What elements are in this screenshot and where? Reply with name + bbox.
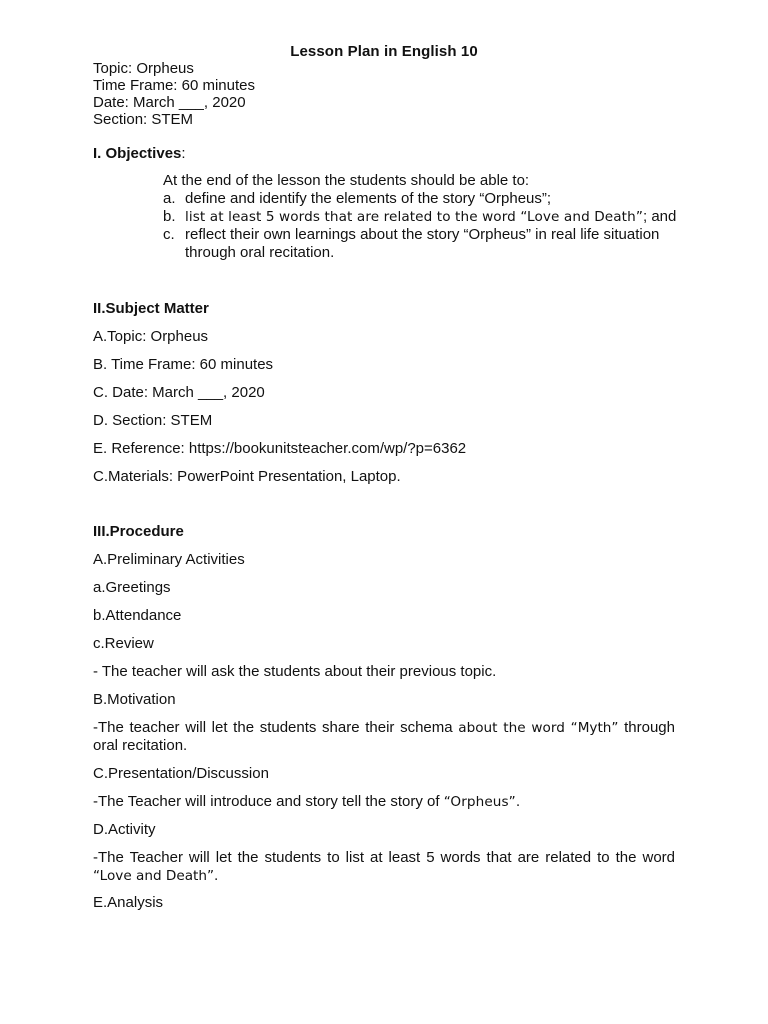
procedure-review: c.Review xyxy=(93,635,154,652)
objectives-heading-colon: : xyxy=(181,145,186,162)
objective-item-mark: a. xyxy=(163,190,176,207)
header-section: Section: STEM xyxy=(93,111,194,128)
subject-matter-line: A.Topic: Orpheus xyxy=(93,328,209,345)
procedure-motivation: B.Motivation xyxy=(93,691,176,708)
subject-matter-line: C.Materials: PowerPoint Presentation, Laptop. xyxy=(93,468,401,485)
text-segment: -The Teacher will let the students to list at least 5 words that are related to the word xyxy=(93,849,675,866)
procedure-heading: III.Procedure xyxy=(93,523,184,540)
procedure-greetings: a.Greetings xyxy=(93,579,171,596)
header-time-frame: Time Frame: 60 minutes xyxy=(93,77,255,94)
procedure-motivation-text xyxy=(93,719,675,755)
procedure-analysis: E.Analysis xyxy=(93,894,164,911)
procedure-activity-text xyxy=(93,849,675,885)
objective-item xyxy=(163,208,676,226)
subject-matter-line: C. Date: March ___, 2020 xyxy=(93,384,265,401)
document-title: Lesson Plan in English 10 xyxy=(290,43,478,60)
objectives-intro: At the end of the lesson the students should be able to: xyxy=(163,172,530,189)
procedure-preliminary: A.Preliminary Activities xyxy=(93,551,245,568)
procedure-presentation-text xyxy=(93,793,520,811)
procedure-review-text: - The teacher will ask the students about their previous topic. xyxy=(93,663,497,680)
objectives-heading: I. Objectives xyxy=(93,145,182,162)
objective-item-text: define and identify the elements of the story “Orpheus”; xyxy=(185,190,552,207)
objective-item-tail: ; and xyxy=(642,208,677,225)
header-date: Date: March ___, 2020 xyxy=(93,94,246,111)
objective-item-text: list at least 5 words that are related to the word “Love and Death” xyxy=(185,209,643,225)
objective-item-text: reflect their own learnings about the story “Orpheus” in real life situation xyxy=(185,226,660,243)
header-topic: Topic: Orpheus xyxy=(93,60,194,77)
text-segment: “Orpheus”. xyxy=(443,794,521,810)
procedure-activity: D.Activity xyxy=(93,821,156,838)
text-segment: “Love and Death”. xyxy=(93,868,219,884)
text-segment: -The teacher will let the students share their schema xyxy=(93,719,459,736)
subject-matter-heading: II.Subject Matter xyxy=(93,300,209,317)
subject-matter-line: B. Time Frame: 60 minutes xyxy=(93,356,274,373)
procedure-presentation: C.Presentation/Discussion xyxy=(93,765,269,782)
procedure-attendance: b.Attendance xyxy=(93,607,182,624)
subject-matter-reference: E. Reference: https://bookunitsteacher.com/wp/?p=6362 xyxy=(93,440,467,457)
objective-item xyxy=(163,190,551,208)
objective-item-continuation: through oral recitation. xyxy=(185,244,335,261)
objective-item xyxy=(163,226,659,244)
text-segment: -The Teacher will introduce and story tell the story of xyxy=(93,793,444,810)
objectives-heading-line xyxy=(93,145,186,163)
text-segment: about the word “Myth” xyxy=(458,720,619,736)
objective-item-mark: b. xyxy=(163,208,176,225)
text-segment: through oral recitation. xyxy=(93,719,675,754)
objective-item-mark: c. xyxy=(163,226,175,243)
subject-matter-line: D. Section: STEM xyxy=(93,412,213,429)
